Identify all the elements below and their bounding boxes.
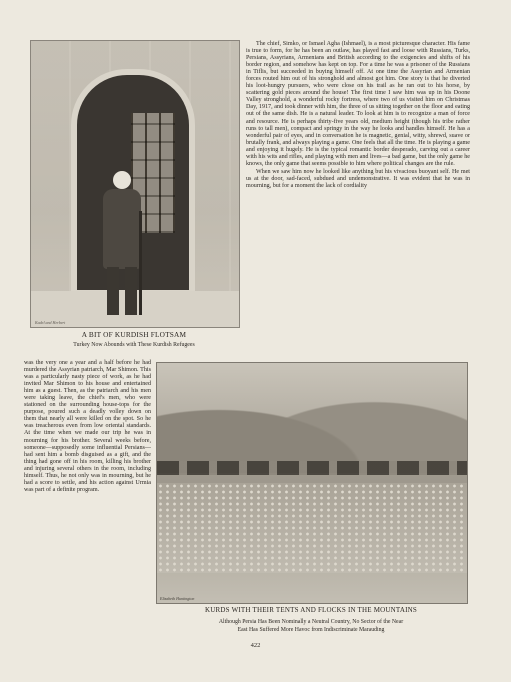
page-number: 422 bbox=[250, 642, 261, 649]
caption-title-bottom: KURDS WITH THEIR TENTS AND FLOCKS IN THE MOUNTAINS bbox=[205, 606, 417, 614]
paragraph: was the very one a year and a half before he had murdered the Assyrian patriarch, Mar Shimon. This was a particularly nasty piece of work, as he had invited Mar Shimon to his house and entertained him as a guest. Then, as the patriarch and his men were taking leave, the chief's men, who were stationed on the surrounding house-tops for the purpose, poured such a deadly volley down on them that nearly all were killed on the spot. So he was treacherous even from low oriental standards. At the time when we made our trip he was in mourning for his brother. Several weeks before, someone—supposedly some influential Persians—had sent him a bomb disguised as a gift, and the thing had gone off in his room, killing his brother and injuring several others in the room, including himself. Thus, he not only was in mourning, but he had a score to settle, and his action against Urmia was part of a definite program. bbox=[24, 360, 151, 493]
caption-subtitle-bottom: Although Persia Has Been Nominally a Neutral Country, No Sector of the Near East Has Suffered More Havoc from Indiscriminate Marauding bbox=[218, 619, 404, 633]
caption-subtitle-top: Turkey Now Abounds with These Kurdish Refugees bbox=[73, 342, 195, 348]
sheep-flock bbox=[157, 483, 467, 573]
left-text-column bbox=[24, 360, 151, 494]
standing-man-figure bbox=[99, 171, 145, 317]
caption-title-top: A BIT OF KURDISH FLOTSAM bbox=[81, 330, 187, 339]
kurds-tents-flocks-photo bbox=[156, 362, 468, 604]
mountain-slope bbox=[157, 363, 467, 473]
photo-credit-top: Kadel and Herbert bbox=[35, 320, 66, 325]
photo-credit-bottom: Elizabeth Huntington bbox=[160, 596, 195, 601]
tents-row bbox=[157, 461, 467, 475]
right-text-column bbox=[246, 41, 470, 190]
paragraph: When we saw him now he looked like anything but his vivacious buoyant self. He met us at the door, sad-faced, subdued and undemonstrative. It was evident that he was in mourning, but for a moment the lack of cordiality bbox=[246, 168, 470, 189]
paragraph: The chief, Simko, or Ismael Agha (Ishmael), is a most picturesque character. His fame is true to form, for he has been an outlaw, has played fast and loose with Russians, Turks, Persians, Assyrians, Armenians and British according to the exigencies and shifts of his border region, and somehow has kept on top. For a time he was a prisoner of the Russians in Tiflis, but succeeded in buying himself off. At one time the Assyrian and Armenian forces routed him out of his stronghold and almost got him. One story is that he diverted his loot-hungry pursuers, who were close on his trail as he ran out to his horse, by scattering gold pieces around the house! The first time I saw him was up in his Doone Valley stronghold, a wonderful rocky fortress, where two of us visited him on Christmas Day, 1917, and took dinner with him, the three of us sitting together on the floor and eating out of the same dish. He is a natural leader. To look at him is to recognize a man of force and resource. He is perhaps thirty-five years old, medium height (though his tribe rather runs to tall men), compact and springy in the way he looks and handles himself. He has a wonderful pair of eyes, and in conversation he is magnetic, genial, witty, shrewd, suave or brutally frank, and always playing a game. One feels that all the time. He is playing a game and enjoying it hugely. He is the typical romantic border desperado, carving out a career with his wits and rifles, and playing with men and lives—a bad game, but the only game he knows, the only game that seems possible to him where political changes are the rule. bbox=[246, 41, 470, 167]
kurdish-refugee-photo bbox=[30, 40, 240, 328]
